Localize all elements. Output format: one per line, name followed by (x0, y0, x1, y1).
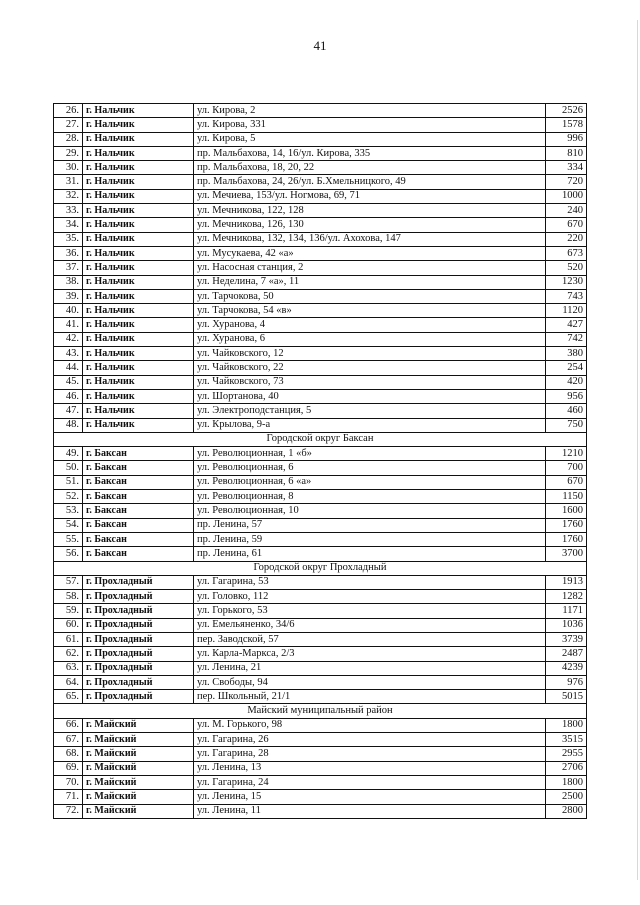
address-cell: пер. Школьный, 21/1 (194, 690, 546, 704)
table-row (54, 575, 587, 589)
address-cell: ул. Революционная, 6 (194, 461, 546, 475)
value-cell: 334 (546, 161, 587, 175)
city-cell: г. Баксан (83, 490, 194, 504)
value-cell: 2526 (546, 104, 587, 118)
row-number-cell: 30. (54, 161, 83, 175)
row-number-cell: 36. (54, 246, 83, 260)
row-number-cell: 44. (54, 361, 83, 375)
city-cell: г. Прохладный (83, 618, 194, 632)
row-number-cell: 72. (54, 804, 83, 818)
value-cell: 2706 (546, 761, 587, 775)
row-number-cell: 31. (54, 175, 83, 189)
table-row (54, 132, 587, 146)
address-cell: ул. Шортанова, 40 (194, 389, 546, 403)
table-row (54, 347, 587, 361)
table-row (54, 318, 587, 332)
address-table-body (54, 104, 587, 819)
table-row (54, 261, 587, 275)
city-cell: г. Нальчик (83, 161, 194, 175)
table-row (54, 604, 587, 618)
table-row (54, 418, 587, 432)
city-cell: г. Прохладный (83, 647, 194, 661)
city-cell: г. Майский (83, 790, 194, 804)
address-cell: ул. Крылова, 9-а (194, 418, 546, 432)
value-cell: 1913 (546, 575, 587, 589)
table-row (54, 447, 587, 461)
city-cell: г. Нальчик (83, 218, 194, 232)
address-cell: ул. Кирова, 331 (194, 118, 546, 132)
row-number-cell: 60. (54, 618, 83, 632)
value-cell: 520 (546, 261, 587, 275)
address-cell: пр. Ленина, 57 (194, 518, 546, 532)
row-number-cell: 55. (54, 532, 83, 546)
city-cell: г. Нальчик (83, 132, 194, 146)
address-cell: ул. Мечникова, 132, 134, 136/ул. Ахохова, 147 (194, 232, 546, 246)
table-row (54, 675, 587, 689)
row-number-cell: 62. (54, 647, 83, 661)
address-cell: ул. Неделина, 7 «а», 11 (194, 275, 546, 289)
table-row (54, 204, 587, 218)
city-cell: г. Прохладный (83, 661, 194, 675)
address-cell: пр. Мальбахова, 24, 26/ул. Б.Хмельницкого, 49 (194, 175, 546, 189)
row-number-cell: 50. (54, 461, 83, 475)
city-cell: г. Прохладный (83, 675, 194, 689)
row-number-cell: 41. (54, 318, 83, 332)
value-cell: 1578 (546, 118, 587, 132)
city-cell: г. Майский (83, 718, 194, 732)
table-row (54, 718, 587, 732)
value-cell: 750 (546, 418, 587, 432)
table-row (54, 690, 587, 704)
address-cell: ул. Кирова, 5 (194, 132, 546, 146)
row-number-cell: 57. (54, 575, 83, 589)
city-cell: г. Майский (83, 775, 194, 789)
address-cell: ул. Головко, 112 (194, 590, 546, 604)
address-cell: ул. Электроподстанция, 5 (194, 404, 546, 418)
row-number-cell: 33. (54, 204, 83, 218)
row-number-cell: 43. (54, 347, 83, 361)
value-cell: 742 (546, 332, 587, 346)
city-cell: г. Прохладный (83, 575, 194, 589)
row-number-cell: 69. (54, 761, 83, 775)
table-row (54, 404, 587, 418)
address-cell: ул. Тарчокова, 50 (194, 289, 546, 303)
row-number-cell: 63. (54, 661, 83, 675)
value-cell: 1600 (546, 504, 587, 518)
table-row (54, 332, 587, 346)
value-cell: 1282 (546, 590, 587, 604)
address-cell: ул. Гагарина, 28 (194, 747, 546, 761)
address-cell: ул. Чайковского, 73 (194, 375, 546, 389)
table-row (54, 504, 587, 518)
address-cell: ул. Горького, 53 (194, 604, 546, 618)
city-cell: г. Нальчик (83, 146, 194, 160)
table-row (54, 761, 587, 775)
section-title: Майский муниципальный район (54, 704, 587, 718)
city-cell: г. Нальчик (83, 318, 194, 332)
table-row (54, 733, 587, 747)
row-number-cell: 28. (54, 132, 83, 146)
address-cell: ул. Революционная, 1 «б» (194, 447, 546, 461)
address-cell: ул. Мечникова, 126, 130 (194, 218, 546, 232)
address-cell: ул. Ленина, 13 (194, 761, 546, 775)
address-cell: ул. Гагарина, 26 (194, 733, 546, 747)
row-number-cell: 53. (54, 504, 83, 518)
city-cell: г. Баксан (83, 461, 194, 475)
address-cell: ул. Мусукаева, 42 «а» (194, 246, 546, 260)
value-cell: 380 (546, 347, 587, 361)
table-row (54, 518, 587, 532)
table-row (54, 804, 587, 818)
value-cell: 670 (546, 218, 587, 232)
city-cell: г. Майский (83, 804, 194, 818)
row-number-cell: 59. (54, 604, 83, 618)
row-number-cell: 64. (54, 675, 83, 689)
city-cell: г. Баксан (83, 447, 194, 461)
value-cell: 1150 (546, 490, 587, 504)
table-row (54, 361, 587, 375)
value-cell: 427 (546, 318, 587, 332)
table-row (54, 661, 587, 675)
value-cell: 4239 (546, 661, 587, 675)
value-cell: 1230 (546, 275, 587, 289)
value-cell: 1120 (546, 304, 587, 318)
row-number-cell: 58. (54, 590, 83, 604)
address-cell: ул. Гагарина, 53 (194, 575, 546, 589)
table-row (54, 304, 587, 318)
row-number-cell: 61. (54, 632, 83, 646)
table-row (54, 246, 587, 260)
city-cell: г. Нальчик (83, 418, 194, 432)
row-number-cell: 27. (54, 118, 83, 132)
address-cell: ул. Ленина, 11 (194, 804, 546, 818)
city-cell: г. Прохладный (83, 690, 194, 704)
row-number-cell: 42. (54, 332, 83, 346)
table-row (54, 632, 587, 646)
value-cell: 2955 (546, 747, 587, 761)
city-cell: г. Нальчик (83, 375, 194, 389)
value-cell: 1800 (546, 718, 587, 732)
row-number-cell: 46. (54, 389, 83, 403)
table-row (54, 547, 587, 561)
city-cell: г. Нальчик (83, 347, 194, 361)
row-number-cell: 67. (54, 733, 83, 747)
city-cell: г. Прохладный (83, 604, 194, 618)
row-number-cell: 49. (54, 447, 83, 461)
table-row (54, 289, 587, 303)
table-row (54, 375, 587, 389)
value-cell: 460 (546, 404, 587, 418)
row-number-cell: 47. (54, 404, 83, 418)
city-cell: г. Баксан (83, 475, 194, 489)
table-row (54, 218, 587, 232)
value-cell: 220 (546, 232, 587, 246)
table-row (54, 532, 587, 546)
address-cell: ул. Тарчокова, 54 «в» (194, 304, 546, 318)
value-cell: 720 (546, 175, 587, 189)
address-cell: ул. Гагарина, 24 (194, 775, 546, 789)
city-cell: г. Нальчик (83, 175, 194, 189)
table-row (54, 104, 587, 118)
address-cell: пр. Мальбахова, 18, 20, 22 (194, 161, 546, 175)
table-row (54, 475, 587, 489)
row-number-cell: 37. (54, 261, 83, 275)
city-cell: г. Баксан (83, 532, 194, 546)
scan-edge-line (637, 20, 638, 880)
city-cell: г. Майский (83, 761, 194, 775)
value-cell: 2800 (546, 804, 587, 818)
table-row (54, 161, 587, 175)
row-number-cell: 51. (54, 475, 83, 489)
table-row (54, 590, 587, 604)
table-row (54, 647, 587, 661)
value-cell: 2487 (546, 647, 587, 661)
value-cell: 254 (546, 361, 587, 375)
row-number-cell: 39. (54, 289, 83, 303)
city-cell: г. Майский (83, 733, 194, 747)
value-cell: 1000 (546, 189, 587, 203)
address-cell: ул. Ленина, 21 (194, 661, 546, 675)
value-cell: 743 (546, 289, 587, 303)
row-number-cell: 70. (54, 775, 83, 789)
row-number-cell: 71. (54, 790, 83, 804)
table-row (54, 461, 587, 475)
city-cell: г. Нальчик (83, 232, 194, 246)
value-cell: 1210 (546, 447, 587, 461)
value-cell: 670 (546, 475, 587, 489)
table-row (54, 618, 587, 632)
address-cell: ул. Насосная станция, 2 (194, 261, 546, 275)
row-number-cell: 68. (54, 747, 83, 761)
address-cell: ул. Кирова, 2 (194, 104, 546, 118)
city-cell: г. Нальчик (83, 118, 194, 132)
section-header-row (54, 561, 587, 575)
value-cell: 956 (546, 389, 587, 403)
value-cell: 1760 (546, 532, 587, 546)
value-cell: 673 (546, 246, 587, 260)
section-title: Городской округ Баксан (54, 432, 587, 446)
address-cell: ул. Хуранова, 4 (194, 318, 546, 332)
row-number-cell: 45. (54, 375, 83, 389)
table-row (54, 790, 587, 804)
value-cell: 1800 (546, 775, 587, 789)
city-cell: г. Майский (83, 747, 194, 761)
row-number-cell: 52. (54, 490, 83, 504)
city-cell: г. Нальчик (83, 104, 194, 118)
address-cell: ул. Ленина, 15 (194, 790, 546, 804)
address-cell: ул. Чайковского, 12 (194, 347, 546, 361)
city-cell: г. Прохладный (83, 632, 194, 646)
address-table (53, 103, 587, 819)
city-cell: г. Нальчик (83, 332, 194, 346)
city-cell: г. Баксан (83, 504, 194, 518)
city-cell: г. Нальчик (83, 189, 194, 203)
table-row (54, 490, 587, 504)
value-cell: 240 (546, 204, 587, 218)
table-row (54, 775, 587, 789)
row-number-cell: 48. (54, 418, 83, 432)
page-number: 41 (313, 38, 327, 53)
value-cell: 5015 (546, 690, 587, 704)
section-header-row (54, 704, 587, 718)
value-cell: 420 (546, 375, 587, 389)
city-cell: г. Нальчик (83, 261, 194, 275)
city-cell: г. Нальчик (83, 304, 194, 318)
address-cell: ул. Емельяненко, 34/6 (194, 618, 546, 632)
table-row (54, 232, 587, 246)
address-cell: ул. Мечиева, 153/ул. Ногмова, 69, 71 (194, 189, 546, 203)
table-row (54, 118, 587, 132)
address-cell: ул. Свободы, 94 (194, 675, 546, 689)
value-cell: 810 (546, 146, 587, 160)
value-cell: 1760 (546, 518, 587, 532)
value-cell: 1171 (546, 604, 587, 618)
row-number-cell: 65. (54, 690, 83, 704)
address-cell: ул. Революционная, 6 «а» (194, 475, 546, 489)
address-cell: ул. Революционная, 8 (194, 490, 546, 504)
value-cell: 700 (546, 461, 587, 475)
address-cell: пр. Мальбахова, 14, 16/ул. Кирова, 335 (194, 146, 546, 160)
value-cell: 3739 (546, 632, 587, 646)
address-cell: ул. Чайковского, 22 (194, 361, 546, 375)
table-row (54, 389, 587, 403)
address-cell: ул. Карла-Маркса, 2/3 (194, 647, 546, 661)
row-number-cell: 40. (54, 304, 83, 318)
row-number-cell: 38. (54, 275, 83, 289)
row-number-cell: 54. (54, 518, 83, 532)
table-row (54, 146, 587, 160)
row-number-cell: 56. (54, 547, 83, 561)
city-cell: г. Нальчик (83, 289, 194, 303)
row-number-cell: 29. (54, 146, 83, 160)
section-title: Городской округ Прохладный (54, 561, 587, 575)
city-cell: г. Нальчик (83, 275, 194, 289)
row-number-cell: 66. (54, 718, 83, 732)
address-cell: пр. Ленина, 61 (194, 547, 546, 561)
value-cell: 3515 (546, 733, 587, 747)
city-cell: г. Нальчик (83, 246, 194, 260)
city-cell: г. Нальчик (83, 404, 194, 418)
address-cell: ул. Мечникова, 122, 128 (194, 204, 546, 218)
value-cell: 3700 (546, 547, 587, 561)
row-number-cell: 35. (54, 232, 83, 246)
address-cell: пр. Ленина, 59 (194, 532, 546, 546)
value-cell: 996 (546, 132, 587, 146)
address-cell: ул. Хуранова, 6 (194, 332, 546, 346)
row-number-cell: 34. (54, 218, 83, 232)
address-cell: ул. М. Горького, 98 (194, 718, 546, 732)
value-cell: 976 (546, 675, 587, 689)
table-row (54, 747, 587, 761)
section-header-row (54, 432, 587, 446)
value-cell: 2500 (546, 790, 587, 804)
city-cell: г. Нальчик (83, 204, 194, 218)
table-row (54, 275, 587, 289)
city-cell: г. Баксан (83, 547, 194, 561)
city-cell: г. Баксан (83, 518, 194, 532)
city-cell: г. Нальчик (83, 361, 194, 375)
city-cell: г. Прохладный (83, 590, 194, 604)
row-number-cell: 26. (54, 104, 83, 118)
table-row (54, 189, 587, 203)
value-cell: 1036 (546, 618, 587, 632)
table-row (54, 175, 587, 189)
city-cell: г. Нальчик (83, 389, 194, 403)
row-number-cell: 32. (54, 189, 83, 203)
address-cell: пер. Заводской, 57 (194, 632, 546, 646)
address-cell: ул. Революционная, 10 (194, 504, 546, 518)
